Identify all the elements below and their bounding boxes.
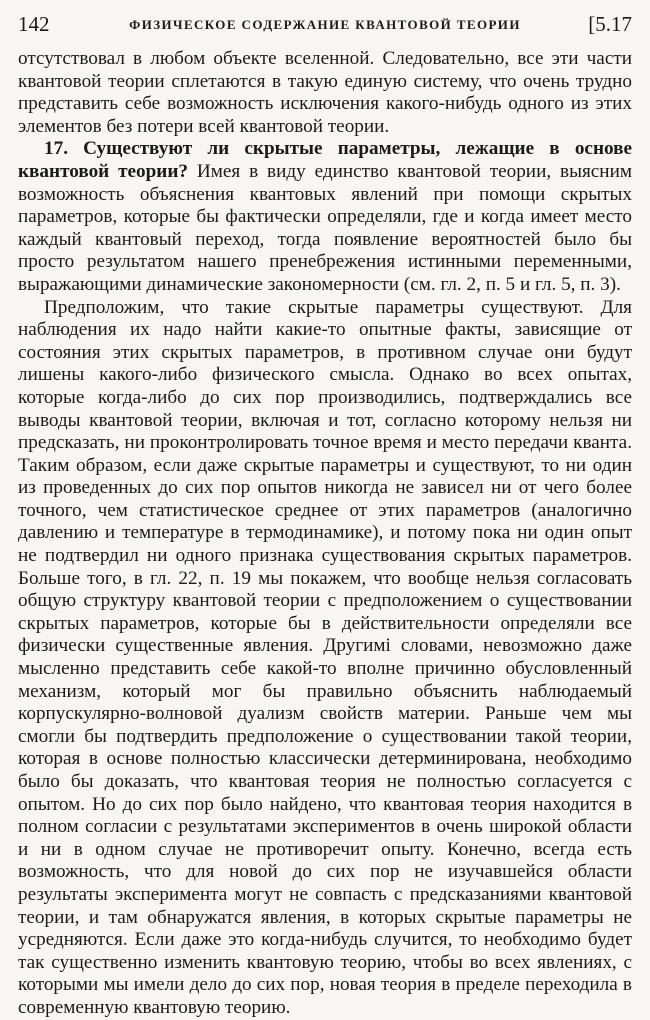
paragraph-hidden-parameters: Предположим, что такие скрытые параметры существуют. Для наблюдения их надо найти какие-то опытные факты, зависящие от состояния этих скрытых параметров, в противном случае они будут лишены какого-либо физического смысла. Однако во всех опытах, которые когда-либо до сих пор производились, подтверждались все выводы квантовой теории, включая и тот, согласно которому нельзя ни предсказать, ни проконтролировать точное время и место передачи кванта. Таким образом, если даже скрытые параметры и существуют, то ни один из проведенных до сих пор опытов никогда не зависел ни от чего более точного, чем статистическое среднее от этих параметров (аналогично давлению и температуре в термодинамике), и потому пока ни один опыт не подтвердил ни одного признака существования скрытых параметров. Больше того, в гл. 22, п. 19 мы покажем, что вообще нельзя согласовать общую структуру квантовой теории с предположением о существовании скрытых параметров, которые бы в действительности определяли все физически существенные явления. Другимі словами, невозможно даже мысленно представить себе какой-то вполне причинно обусловленный механизм, который мог бы правильно объяснить наблюдаемый корпускулярно-волновой дуализм свойств материи. Раньше чем мы смогли бы подтвердить предположение о существовании такой теории, которая в основе полностью классически детерминирована, необходимо было бы доказать, что квантовая теория не полностью согласуется с опытом. Но до сих пор было найдено, что квантовая теория находится в полном согласии с результатами экспериментов в очень широкой области и ни в одном случае не противоречит опыту. Конечно, всегда есть возможность, что для новой до сих пор не изучавшейся области результаты эксперимента могут не совпасть с предсказаниями квантовой теории, и там обнаружатся явления, в которых скрытые параметры не усредняются. Если даже это когда-нибудь случится, то необходимо будет так существенно изменить квантовую теорию, чтобы во всех явлениях, с которыми мы имели дело до сих пор, новая теория в пределе переходила в современную квантовую теорию. bbox=[18, 296, 632, 1018]
running-title: ФИЗИЧЕСКОЕ СОДЕРЖАНИЕ КВАНТОВОЙ ТЕОРИИ bbox=[129, 17, 521, 32]
page-number: 142 bbox=[18, 12, 50, 36]
section-reference: [5.17 bbox=[588, 12, 632, 36]
paragraph-continuation: отсутствовал в любом объекте вселенной. Следовательно, все эти части квантовой теории сплетаются в такую единую систему, что очень трудно представить себе возможность исключения какого-нибудь одного из этих элементов без потери всей квантовой теории. bbox=[18, 48, 632, 137]
page-body bbox=[18, 48, 632, 1020]
section-heading: 17. Существуют ли скрытые параметры, лежащие в основе квантовой теории? bbox=[18, 138, 632, 182]
book-page bbox=[18, 8, 632, 1020]
section-17-text: Имея в виду единство квантовой теории, выясним возможность объяснения квантовых явлений при помощи скрытых параметров, которые бы фактически определяли, где и когда имеет место каждый квантовый переход, тогда появление вероятностей было бы просто результатом нашего пренебрежения истинными переменными, выражающими динамические закономерности (см. гл. 2, п. 5 и гл. 5, п. 3). bbox=[18, 160, 632, 295]
section-17-paragraph bbox=[18, 138, 632, 296]
page-header bbox=[18, 8, 632, 48]
